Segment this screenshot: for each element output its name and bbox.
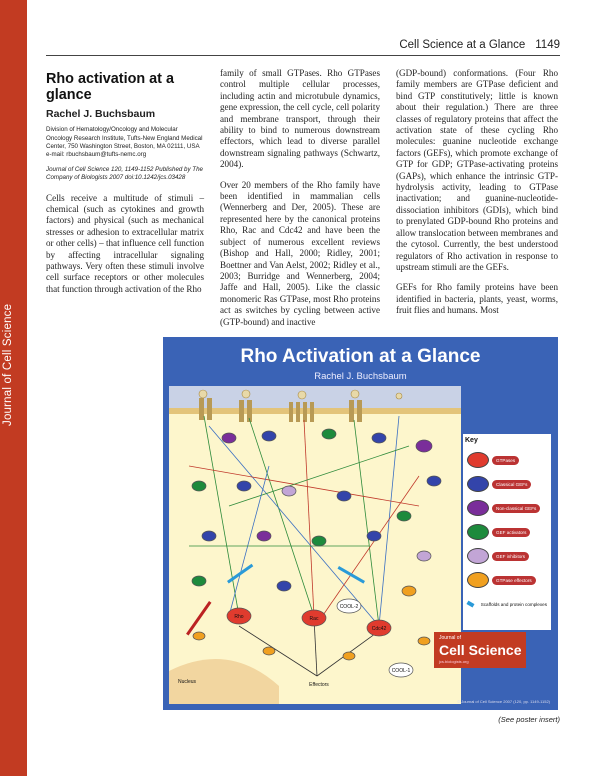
pathway-diagram [169,386,461,704]
poster-title: Rho Activation at a Glance [240,346,481,367]
pathway-diagram-art [169,386,461,704]
logo-cell-science: Cell Science [439,642,522,658]
sidebar-journal-label: Journal of Cell Science [2,303,14,427]
column-2-paragraph-1: family of small GTPases. Rho GTPases control multiple cellular processes, including actin and microtubule dynamics, gene expression, the cell cycle, cell polarity and membrane transport, through their ability to bind to numerous downstream effectors, which lead to diverse parallel downstream signaling pathways (Schwartz, 2004). [220,68,380,170]
node-label-rac: Rac [309,616,319,622]
node-label-cool-2: COOL-2 [339,604,359,610]
poster-author: Rachel J. Buchsbaum [314,371,407,382]
key-swatch [467,452,489,468]
logo-url: jcs.biologists.org [439,659,469,664]
column-3-paragraph-2: GEFs for Rho family proteins have been identified in bacteria, plants, yeast, worms, fruit flies and humans. Most [396,282,558,316]
plasma-membrane [169,408,461,414]
column-1 [46,68,204,295]
journal-sidebar [0,0,27,776]
key-item-non-classical-gefs [467,498,551,518]
actin-filament [186,601,211,635]
column-3 [396,68,558,326]
scaffold-swatch [466,601,474,608]
key-swatch [467,476,489,492]
node-label-rho: Rho [234,614,244,620]
key-item-gtpases [467,450,551,470]
poster-figure [163,337,558,710]
article-citation: Journal of Cell Science 120, 1149-1152 Published by The Company of Biologists 2007 doi:10.1242/jcs.03428 [46,166,203,182]
author-email: e-mail: rbuchsbaum@tufts-nemc.org [46,151,147,159]
key-swatch [467,572,489,588]
poster-copyright: © Journal of Cell Science 2007 (120, pp. 1149-1152) [457,699,550,704]
signaling-arrows [189,416,419,676]
article-author: Rachel J. Buchsbaum [46,108,156,120]
section-title: Cell Science at a Glance [399,39,526,51]
key-item-gtpase-effectors [467,570,551,590]
column-3-paragraph-1: (GDP-bound) conformations. (Four Rho family members are GTPase deficient and bind GTP constitutively; little is known about their regulation.) There are three classes of regulatory proteins that affect the activation state of these cycling Rho molecules: guanine nucleotide exchange factors (GEFs), which promote exchange of GTP for GDP; GTPase-activating proteins (GAPs), which enhance the intrinsic GTP-hydrolysis activity, leading to GTPase inactivation; and guanine-nucleotide-dissociation inhibitors (GDIs), which bind to prenylated GDP-bound Rho proteins and allow translocation between membranes and the cytosol. Currently, the best understood regulators of Rho activation in response to upstream stimuli are the GEFs. [396,68,558,272]
article-title: Rho activation at a glance [46,71,174,103]
key-item-scaffolds [467,594,551,614]
key-label: Scaffolds and protein complexes [480,601,547,607]
scaffold-bar-2 [338,566,365,584]
column-1-body: Cells receive a multitude of stimuli – chemical (such as cytokines and growth factors) and physical (such as mechanical stresses or adhesion to extracellular matrix or other cells) – that influence cell function by affecting intracellular signaling pathways. Very often these stimuli involve cell surface receptors or other molecules that function through activation of the Rho [46,192,204,294]
author-affiliation: Division of Hematology/Oncology and Molecular Oncology Research Institute, Tufts-New England Medical Center, 750 Washington Street, Boston, MA 02111, USA [46,126,203,150]
key-title: Key [465,437,478,444]
poster-key [463,434,551,630]
poster-insert-note: (See poster insert) [498,715,560,724]
key-label: Classical GEFs [492,480,531,489]
page-number: 1149 [535,39,560,51]
key-label: GTPases [492,456,519,465]
key-swatch [467,500,489,516]
key-item-gef-inhibitors [467,546,551,566]
key-item-classical-gefs [467,474,551,494]
key-label: GEF activators [492,528,530,537]
key-label: GTPase effectors [492,576,536,585]
node-label-cdc42: Cdc42 [371,626,387,632]
extracellular-region [169,386,461,408]
node-label-effectors: Effectors [309,682,329,688]
key-swatch [467,548,489,564]
journal-logo [434,632,526,668]
node-label-nucleus: Nucleus [177,679,197,685]
key-swatch [467,524,489,540]
column-2 [220,68,380,337]
key-label: GEF inhibitors [492,552,529,561]
node-label-cool-1: COOL-1 [391,668,411,674]
logo-journal-of: Journal of [439,635,461,641]
scaffold-bar-1 [227,564,253,584]
header-rule [46,55,560,56]
key-item-gef-activators [467,522,551,542]
running-header [399,39,560,51]
column-2-paragraph-2: Over 20 members of the Rho family have been identified in mammalian cells (Wennerberg and Der, 2005). These are represented here by the canonical proteins Rho, Rac and Cdc42 and have been the subject of numerous excellent reviews (Bishop and Hall, 2000; Ridley, 2001; Boettner and Van Aelst, 2002; Ridley et al., 2003; Burridge and Wennerberg, 2004; Jaffe and Hall, 2005). Like the classic monomeric Ras GTPase, most Rho proteins act as switches by cycling between active (GTP-bound) and inactive [220,179,380,327]
key-label: Non-classical GEFs [492,504,540,513]
